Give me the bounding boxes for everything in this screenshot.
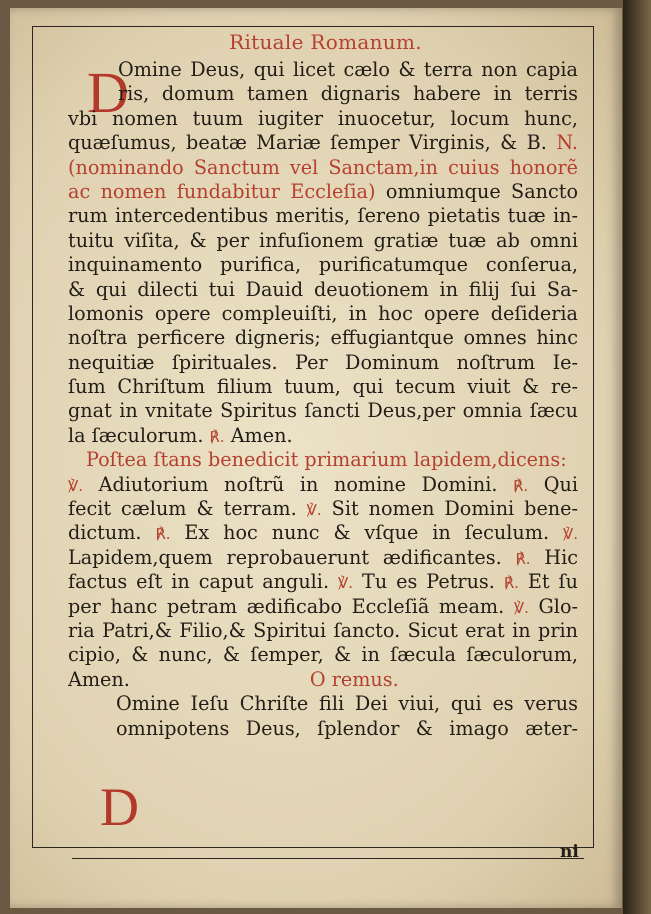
text-line (68, 570, 578, 594)
rubric-fragment: ac nomen fundabitur Eccleſia) (68, 179, 376, 203)
response-symbol: ℟. (209, 427, 225, 446)
running-header: Rituale Romanum. (229, 30, 422, 54)
text-line: ſum Chriſtum filium tuum, qui tecum viuit & re- (68, 375, 578, 399)
text-line: ris, domum tamen dignaris habere in terris (118, 82, 578, 106)
text-line: tuitu viſita, & per infuſionem gratiæ tuæ ab omni (68, 228, 578, 252)
rubric-line: Poſtea ſtans benedicit primarium lapidem,dicens: (86, 448, 567, 472)
versicle-symbol: ℣. (338, 574, 354, 593)
text-fragment: dictum. (68, 521, 142, 545)
text-fragment: Adiutorium noſtrũ in nomine Domini. (98, 472, 498, 496)
text-fragment: la ſæculorum. (68, 423, 204, 447)
signature-mark: ni (560, 842, 579, 862)
text-fragment: Amen. (68, 667, 130, 691)
response-symbol: ℟. (513, 476, 529, 495)
text-fragment: Amen. (230, 423, 293, 447)
text-fragment: Tu es Petrus. (362, 570, 495, 594)
versicle-symbol: ℣. (562, 525, 578, 544)
text-fragment: Sit nomen Domini bene- (331, 497, 578, 521)
text-line: omnipotens Deus, ſplendor & imago æter- (116, 716, 578, 740)
text-fragment: Lapidem,quem reprobauerunt ædificantes. (68, 545, 502, 569)
versicle-symbol: ℣. (306, 501, 322, 520)
footer-rule (72, 858, 584, 859)
text-fragment: Et ſu (527, 570, 578, 594)
book-gutter (623, 0, 651, 914)
text-line (68, 595, 578, 619)
response-symbol: ℟. (503, 574, 519, 593)
text-line: gnat in vnitate Spiritus ſancti Deus,per omnia ſæcu (68, 399, 578, 423)
text-fragment: Glo- (538, 594, 578, 618)
text-line (68, 497, 578, 521)
text-line: Omine Deus, qui licet cælo & terra non capia (118, 58, 578, 81)
response-symbol: ℟. (155, 525, 171, 544)
body-text (68, 58, 578, 741)
oremus-initial: O remus. (309, 667, 399, 691)
text-line: cipio, & nunc, & ſemper, & in ſæcula ſæculorum, (68, 643, 578, 667)
drop-cap-initial-second: D (100, 777, 139, 837)
text-line: lomonis opere compleuiſti, in hoc opere deſideria (68, 301, 578, 325)
drop-cap-initial: D (87, 60, 129, 125)
rubric-n: N. (556, 131, 578, 155)
versicle-symbol: ℣. (513, 598, 529, 617)
text-fragment: factus eſt in caput anguli. (68, 570, 330, 594)
text-line (68, 424, 578, 448)
text-fragment: Hic (544, 545, 578, 569)
text-fragment: omniumque Sancto (385, 179, 578, 203)
response-symbol: ℟. (515, 549, 531, 568)
text-line (68, 131, 578, 155)
text-line: Omine Ieſu Chriſte fili Dei viui, qui es verus (116, 692, 578, 716)
text-fragment: Ex hoc nunc & vſque in ſeculum. (184, 521, 550, 545)
versicle-symbol: ℣. (68, 476, 84, 495)
text-fragment: quæſumus, beatæ Mariæ ſemper Virginis, & B. (68, 131, 547, 155)
text-fragment: fecit cælum & terram. (68, 497, 297, 521)
text-line (68, 473, 578, 497)
text-line: vbi nomen tuum iugiter inuocetur, locum hunc, (68, 106, 578, 130)
text-line (68, 180, 578, 204)
text-line (68, 521, 578, 545)
text-line: & qui dilecti tui Dauid deuotionem in filij ſui Sa- (68, 277, 578, 301)
text-line (68, 668, 578, 692)
text-line: inquinamento purifica, purificatumque conſerua, (68, 253, 578, 277)
text-line: ria Patri,& Filio,& Spiritui ſancto. Sicut erat in prin (68, 618, 578, 642)
text-line: rum intercedentibus meritis, ſereno pietatis tuæ in- (68, 204, 578, 228)
text-fragment: Qui (543, 472, 578, 496)
text-line (68, 546, 578, 570)
text-line: nequitiæ ſpirituales. Per Dominum noſtrum Ie- (68, 350, 578, 374)
text-line: noſtra perficere digneris; effugiantque omnes hinc (68, 326, 578, 350)
rubric-line: (nominando Sanctum vel Sanctam,in cuius honorẽ (68, 155, 578, 179)
text-fragment: per hanc petram ædificabo Eccleſiã meam. (68, 594, 505, 618)
